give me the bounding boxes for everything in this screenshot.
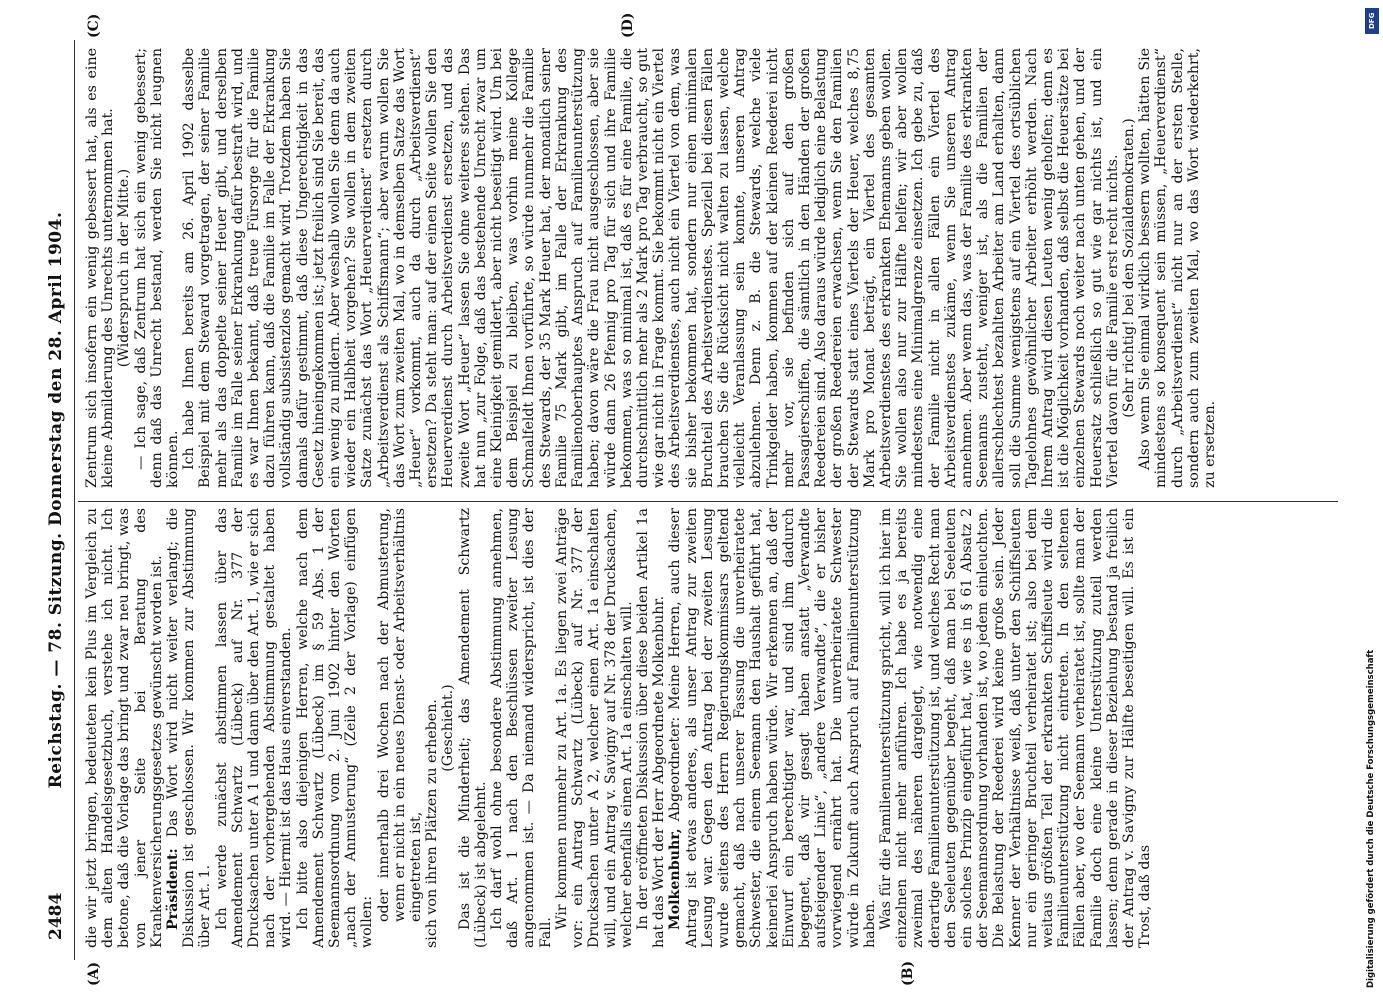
margin-marker-a: (A): [86, 961, 102, 986]
stage-direction: (Widerspruch in der Mitte.): [116, 168, 133, 368]
paragraph: Ich habe Ihnen bereits am 26. April 1902 dasselbe Beispiel mit dem Steward vorgetragen, der seiner Familie mehr als das doppelte seiner Heuer gibt, und derselben Familie im Falle seiner Erkrankung dafür bestraft wird, und es war Ihnen bekannt, daß treue Fürsorge für die Familie dazu führen kann, daß die Familie im Falle der Erkrankung vollständig subsistenzlos gemacht wird. Trotzdem haben Sie damals dafür gestimmt, daß diese Ungerechtigkeit in das Gesetz hineingekommen ist; jetzt freilich sind Sie bereit, das ein wenig zu mildern. Aber weshalb wollen Sie denn da auch wieder ein Halbheit vorgehen? Sie wollen in dem zweiten Satze zunächst das Wort „Heuerverdienst“ ersetzen durch „Arbeitsverdienst als Schiffsmann“; aber warum wollen Sie das Wort zum zweiten Mal, wo in demselben Satze das Wort „Heuer“ vorkommt, auch da durch „Arbeitsverdienst“ ersetzen? Da steht man: auf der einen Seite wollen Sie den Heuerverdienst durch Arbeitsverdienst ersetzen, und das zweite Wort „Heuer“ lassen Sie ohne weiteres stehen. Das hat nun „zur Folge, daß das bestehende Unrecht zwar um eine Kleinigkeit gemildert, aber nicht beseitigt wird. Um bei dem Beispiel zu bleiben, was vorhin meine Kollege Schmalfeldt Ihnen vorführte, so würde nunmehr die Familie des Stewards, der 35 Mark Heuer hat, der monatlich seiner Familie 75 Mark gibt, im Falle der Erkrankung des Familienoberhauptes Anspruch auf Familienunterstützung haben; davon wäre die Frau nicht ausgeschlossen, aber sie würde dann 26 Pfennig pro Tag für sich und ihre Familie bekommen, was so minimal ist, daß es für eine Familie, die durchschnittlich mehr als 2 Mark pro Tag verbraucht, so gut wie gar nicht in Frage kommt. Sie bekommt nicht ein Viertel des Arbeitsverdienstes, auch nicht ein Viertel von dem, was sie bisher bekommen hat, sondern nur einen minimalen Bruchteil des Arbeitsverdienstes. Speziell bei diesen Fällen brauchen Sie die Rücksicht nicht walten zu lassen, welche vielleicht Veranlassung sein konnte, unseren Antrag abzulehnen. Denn z. B. die Stewards, welche viele Trinkgelder haben, kommen auf der kleinen Reederei nicht mehr vor, sie befinden sich auf den großen Passagierschiffen, die sämtlich in den Händen der großen Reedereien sind. Also daraus würde lediglich eine Belastung der großen Reedereien erwachsen, wenn Sie den Familien der Stewards statt eines Viertels der Heuer, welches 8,75 Mark pro Monat beträgt, ein Viertel des gesamten Arbeitsverdienstes des erkrankten Ehemanns geben wollen. Sie wollen also nur zur Hälfte helfen; wir aber wollen mindestens eine Minimalgrenze einsetzen. Ich gebe zu, daß der Familie nicht in allen Fällen ein Viertel des Arbeitsverdienstes zukäme, wenn Sie unseren Antrag annehmen. Aber wenn das, was der Familie des erkrankten Seemanns zusteht, weniger ist, als die Familien der allerschlechtest bezahlten Arbeiter am Land erhalten, dann soll die Summe wenigstens auf ein Viertel des ortsüblichen Tagelohnes gewöhnlicher Arbeiter erhöht werden. Nach Ihrem Antrag wird diesen Leuten wenig geholfen; denn es ist die Möglichkeit vorhanden, daß selbst die Heuersätze bei einzelnen Stewards noch weiter nach unten gehen, und der Heuersatz schließlich so gut wie gar nichts ist, und ein Viertel davon für die Familie erst recht nichts.: [181, 48, 1121, 488]
paragraph: Das ist die Minderheit; das Amendement Schwartz (Lübeck) ist abgelehnt.: [456, 508, 489, 948]
speaker-name: Präsident:: [165, 848, 182, 930]
paragraph: Wir kommen nunmehr zu Art. 1a. Es liegen zwei Anträge vor: ein Antrag Schwartz (Lübeck) auf Nr. 377 der Drucksachen unter A 2, welcher einen Art. 1a einschalten will, und ein Antrag v. Savigny auf Nr. 378 der Drucksachen, welcher ebenfalls einen Art. 1a einschalten will.: [553, 508, 635, 948]
paragraph: Ich werde zunächst abstimmen lassen über das Amendement Schwartz (Lübeck) auf Nr. 377 der Drucksachen unter A 1 und dann über den Art. 1, wie er sich nach der vorhergehenden Abstimmung gestaltet haben wird. — Hiermit ist das Haus einverstanden.: [213, 508, 295, 948]
paragraph: — Ich sage, daß Zentrum hat sich ein wenig gebessert; denn daß das Unrecht bestand, werden Sie nicht leugnen können.: [132, 48, 182, 488]
page-header: [38, 40, 78, 960]
paragraph: In der eröffneten Diskussion über diese beiden Artikel 1a hat das Wort der Herr Abgeordnete Molkenbuhr.: [634, 508, 668, 948]
paragraph: Zentrum sich insofern ein wenig gebessert hat, als es eine kleine Abmilderung des Unrechts unternommen hat.: [84, 48, 117, 488]
margin-marker-b: (B): [900, 960, 916, 986]
right-column: [84, 48, 1334, 488]
paragraph: Ich bitte also diejenigen Herren, welche nach dem Amendement Schwartz (Lübeck) im § 59 Abs. 1 der Seemannsordnung vom 2. Juni 1902 hinter den Worten „nach der Anmusterung“ (Zeile 2 der Vorlage) einfügen wollen:: [294, 508, 376, 948]
running-title: Reichstag. — 78. Sitzung. Donnerstag den 28. April 1904.: [46, 211, 66, 789]
column-divider: [78, 501, 1338, 502]
page-number: 2484: [46, 892, 66, 940]
paragraph: Ich darf wohl ohne besondere Abstimmung annehmen, daß Art. 1 nach den Beschlüssen zweiter Lesung angenommen ist. — Da niemand widerspricht, ist dies der Fall.: [489, 508, 554, 948]
paragraph: die wir jetzt bringen, bedeuteten kein Plus im Vergleich zu dem alten Handelsgesetzbuch, verstehe ich nicht. Ich betone, daß die Vorlage das bringt und zwar neu bringt, was von jener Seite bei Beratung des Krankenversicherungsgesetzes gewünscht worden ist.: [84, 508, 165, 948]
speech-text: Abgeordneter: Meine Herren, auch dieser Antrag ist etwas anderes, als unser Antrag zur zweiten Lesung war. Gegen den Antrag bei der zweiten Lesung wurde seitens des Herrn Regierungskommissars geltend gemacht, daß nach unserer Fassung die unverheiratete Schwester, die einem Seemann den Haushalt geführt hat, keinerlei Anspruch haben würde. Wir erkennen an, daß der Einwurf ein berechtigter war, und sind ihm dadurch begegnet, daß wir gesagt haben anstatt „Verwandte aufsteigender Linie“, „andere Verwandte“, die er bisher vorwiegend ernährt hat. Die unverheiratete Schwester würde in Zukunft auch Anspruch auf Familienunterstützung haben.: [667, 508, 878, 948]
stage-direction: (Sehr richtig! bei den Sozialdemokraten.): [1121, 118, 1137, 418]
paragraph: [165, 508, 214, 948]
digitization-note: Digitalisierung gefördert durch die Deutsche Forschungsgemeinschaft: [1366, 649, 1376, 988]
paragraph: Also wenn Sie einmal wirklich bessern wollten, hätten Sie mindestens so konsequent sein müssen, „Heuerverdienst“ durch „Arbeitsverdienst“ nicht nur an der ersten Stelle, sondern auch zum zweiten Mal, wo das Wort wiederkehrt, zu ersetzen.: [1137, 48, 1219, 488]
speech-text: Das Wort wird nicht weiter verlangt; die Diskussion ist geschlossen. Wir kommen zur Abstimmung über Art. 1.: [165, 508, 214, 948]
speaker-name: Molkenbuhr,: [667, 828, 684, 930]
header-rule: [74, 40, 75, 960]
left-column: [84, 508, 1334, 948]
dfg-logo: DFG: [1365, 8, 1379, 34]
paragraph: Was für die Familienunterstützung spricht, will ich hier im einzelnen nicht mehr anführen. Ich habe es ja bereits zweimal des näheren dargelegt, wie notwendig eine derartige Familienunterstützung ist, und welches Recht man den Seeleuten gegenüber begeht, daß man bei Seeleuten ein solches Prinzip eingeführt hat, wie es in § 61 Absatz 2 der Seemannsordnung vorhanden ist, wo jedem einleuchten. Die Belastung der Reederei wird keine große sein. Jeder Kenner der Verhältnisse weiß, daß unter den Schiffsleuten nur ein geringer Bruchteil verheiratet ist; also bei dem weitaus größten Teil der erkrankten Schiffsleute wird die Familienunterstützung nicht eintreten. In den seltenen Fällen aber, wo der Seemann verheiratet ist, sollte man der Familie doch eine kleine Unterstützung zuteil werden lassen; denn gerade in dieser Beziehung bestand ja freilich der Antrag v. Savigny zur Hälfte beseitigen will. Es ist ein Trost, daß das: [877, 508, 1154, 948]
stage-direction: (Geschieht.): [440, 684, 457, 772]
margin-marker-c: (C): [86, 13, 102, 38]
paragraph: [667, 508, 878, 948]
quoted-amendment: oder innerhalb drei Wochen nach der Abmusterung, wenn er nicht in ein neues Dienst- oder Arbeitsverhältnis eingetreten ist,: [375, 508, 425, 922]
side-note: [1361, 8, 1381, 998]
paragraph: sich von ihren Plätzen zu erheben.: [424, 699, 441, 948]
margin-marker-d: (D): [620, 12, 636, 38]
